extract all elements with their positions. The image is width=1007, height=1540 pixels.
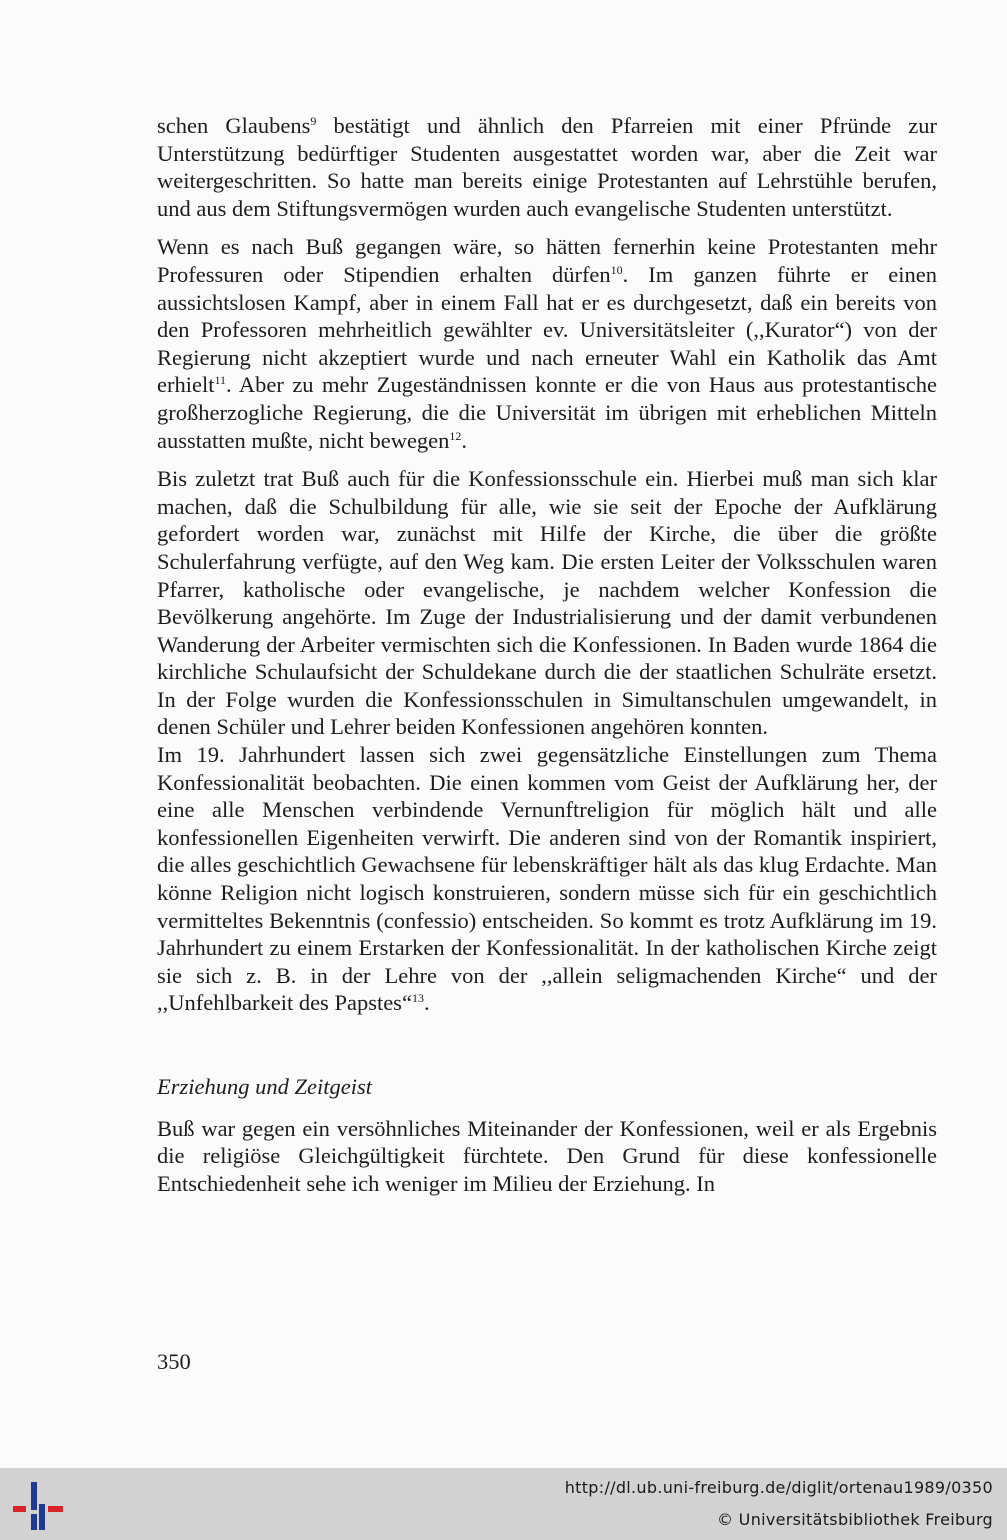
text-run: Wenn es nach Buß gegangen wäre, so hätten fernerhin keine Protestanten mehr Professuren oder Stipendien erhalten dürfen (157, 234, 937, 287)
ub-freiburg-logo-icon[interactable] (10, 1478, 66, 1534)
footnote-ref: 9 (310, 114, 317, 128)
permalink-url[interactable]: http://dl.ub.uni-freiburg.de/diglit/ortenau1989/0350 (564, 1478, 993, 1497)
footnote-ref: 10 (610, 262, 623, 277)
footnote-ref: 13 (411, 991, 424, 1006)
text-run: bestätigt und ähnlich den Pfarreien mit einer Pfründe zur Unterstützung bedürftiger Studenten ausgestattet worden war, aber die Zeit war weitergeschritten. So hatte man bereits einige Protestanten auf Lehrstühle berufen, und aus dem Stiftungsvermögen wurden auch evangelische Studenten unterstützt. (157, 113, 937, 221)
footnote-ref: 11 (214, 373, 227, 388)
body-text (157, 112, 937, 1197)
footnote-ref: 12 (449, 428, 462, 443)
paragraph-3: Bis zuletzt trat Buß auch für die Konfessionsschule ein. Hierbei muß man sich klar machen, daß die Schulbildung für alle, wie sie seit der Epoche der Aufklärung gefordert worden war, zunächst mit Hilfe der Kirche, die über die größte Schulerfahrung verfügte, auf den Weg kam. Die ersten Leiter der Volksschulen waren Pfarrer, katholische oder evangelische, je nachdem welcher Konfession die Bevölkerung angehörte. Im Zuge der Industrialisierung und der damit verbundenen Wanderung der Arbeiter vermischten sich die Konfessionen. In Baden wurde 1864 die kirchliche Schulaufsicht der Schuldekane durch die der staatlichen Schulräte ersetzt. In der Folge wurden die Konfessionsschulen in Simultanschulen umgewandelt, in denen Schüler und Lehrer beiden Konfessionen angehören konnten. (157, 466, 937, 740)
text-run: . Im ganzen führte er einen aussichtslosen Kampf, aber in einem Fall hat er es durchgesetzt, daß ein bereits von den Professoren mehrheitlich gewählter ev. Universitätsleiter (,,Kurator“) von der Regierung nicht akzeptiert wurde und nach erneuter Wahl ein Katholik das Amt erhielt (157, 261, 937, 398)
copyright-text: © Universitätsbibliothek Freiburg (717, 1510, 993, 1529)
text-run: Im 19. Jahrhundert lassen sich zwei gegensätzliche Einstellungen zum Thema Konfessionalität beobachten. Die einen kommen vom Geist der Aufklärung her, der eine alle Menschen verbindende Vernunftreligion für möglich hält und alle konfessionellen Eigenheiten verwirft. Die anderen sind von der Romantik inspiriert, die alles geschichtlich Gewachsene für lebenskräftiger hält als das klug Erdachte. Man könne Religion nicht logisch konstruieren, sondern müsse sich für ein geschichtlich vermitteltes Bekenntnis (confessio) entscheiden. So kommt es trotz Aufklärung im 19. Jahrhundert zu einem Erstarken der Konfessionalität. In der katholischen Kirche zeigt sie sich z. B. in der Lehre von der ,,allein seligmachenden Kirche“ und der ,,Unfehlbarkeit des Papstes“ (157, 742, 937, 1016)
page-number: 350 (157, 1349, 191, 1374)
paragraph-4 (157, 741, 937, 1017)
text-run: . (423, 990, 430, 1016)
paragraph-2 (157, 233, 937, 454)
paragraph-5: Buß war gegen ein versöhnliches Miteinander der Konfessionen, weil er als Ergebnis die religiöse Gleichgültigkeit fürchtete. Den Grund für diese konfessionelle Entschiedenheit sehe ich weniger im Milieu der Erziehung. In (157, 1115, 937, 1196)
text-run: . (461, 427, 468, 453)
text-run: . Aber zu mehr Zugeständnissen konnte er die von Haus aus protestantische großherzogliche Regierung, die die Universität im übrigen mit erheblichen Mitteln ausstatten mußte, nicht bewegen (157, 372, 937, 453)
paragraph-1 (157, 112, 937, 222)
footer-bar (0, 1468, 1007, 1540)
text-run: schen Glaubens (157, 113, 311, 138)
section-heading: Erziehung und Zeitgeist (157, 1074, 372, 1099)
